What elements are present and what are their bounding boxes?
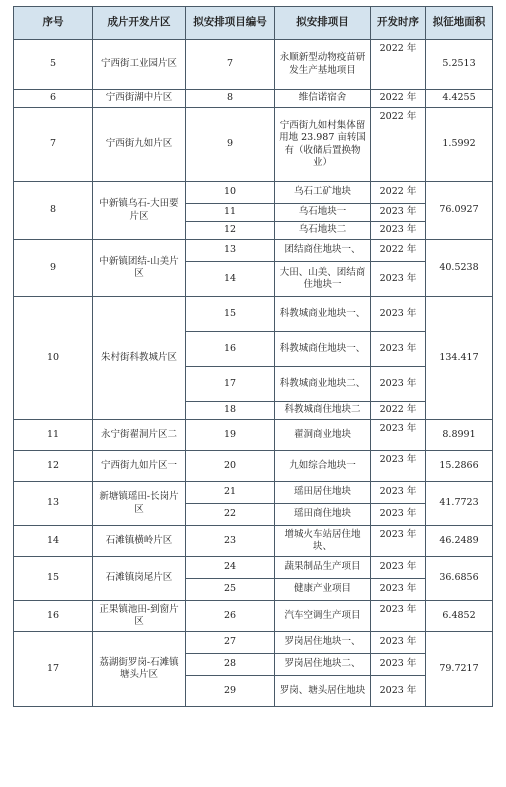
- header-project-no: 拟安排项目编号: [186, 7, 275, 40]
- cell-project: 增城火车站居住地块、: [275, 526, 371, 557]
- cell-project: 汽车空调生产项目: [275, 601, 371, 632]
- cell-area: 41.7723: [426, 482, 493, 526]
- cell-project: 乌石工矿地块: [275, 182, 371, 204]
- header-seq: 序号: [14, 7, 93, 40]
- cell-zone: 宁西街九如片区: [93, 108, 186, 182]
- cell-seq: 17: [14, 632, 93, 707]
- cell-project: 科教城商住地块二: [275, 402, 371, 420]
- table-row: [14, 557, 493, 579]
- cell-seq: 5: [14, 40, 93, 90]
- cell-year: 2023 年: [371, 222, 426, 240]
- cell-project-no: 14: [186, 262, 275, 297]
- cell-project: 宁西街九如村集体留用地 23.987 亩转国有（收储后置换物业）: [275, 108, 371, 182]
- header-time: 开发时序: [371, 7, 426, 40]
- cell-project-no: 25: [186, 579, 275, 601]
- cell-zone: 朱村街科教城片区: [93, 297, 186, 420]
- cell-zone: 中新镇乌石-大田要片区: [93, 182, 186, 240]
- cell-project-no: 16: [186, 332, 275, 367]
- cell-seq: 14: [14, 526, 93, 557]
- cell-seq: 11: [14, 420, 93, 451]
- cell-zone: 宁西街九如片区一: [93, 451, 186, 482]
- cell-year: 2023 年: [371, 451, 426, 482]
- cell-area: 6.4852: [426, 601, 493, 632]
- cell-zone: 宁西街工业园片区: [93, 40, 186, 90]
- cell-project: 翟洞商业地块: [275, 420, 371, 451]
- cell-project: 罗岗、塘头居住地块: [275, 676, 371, 707]
- cell-year: 2022 年: [371, 40, 426, 90]
- cell-project-no: 13: [186, 240, 275, 262]
- cell-year: 2022 年: [371, 240, 426, 262]
- cell-year: 2023 年: [371, 526, 426, 557]
- cell-zone: 永宁街翟洞片区二: [93, 420, 186, 451]
- cell-project-no: 12: [186, 222, 275, 240]
- cell-project-no: 27: [186, 632, 275, 654]
- cell-area: 5.2513: [426, 40, 493, 90]
- table-row: [14, 297, 493, 332]
- cell-year: 2023 年: [371, 420, 426, 451]
- cell-year: 2022 年: [371, 402, 426, 420]
- cell-project: 科教城商住地块一、: [275, 332, 371, 367]
- cell-project-no: 10: [186, 182, 275, 204]
- cell-project-no: 8: [186, 90, 275, 108]
- cell-project: 九如综合地块一: [275, 451, 371, 482]
- cell-project: 团结商住地块一、: [275, 240, 371, 262]
- cell-project: 瑶田居住地块: [275, 482, 371, 504]
- cell-seq: 10: [14, 297, 93, 420]
- cell-area: 1.5992: [426, 108, 493, 182]
- cell-area: 15.2866: [426, 451, 493, 482]
- cell-project-no: 22: [186, 504, 275, 526]
- cell-year: 2022 年: [371, 182, 426, 204]
- cell-year: 2023 年: [371, 601, 426, 632]
- cell-zone: 正果镇池田-到窗片区: [93, 601, 186, 632]
- cell-zone: 中新镇团结-山美片区: [93, 240, 186, 297]
- cell-year: 2023 年: [371, 262, 426, 297]
- cell-project: 科教城商业地块二、: [275, 367, 371, 402]
- cell-project: 永顺新型动物疫苗研发生产基地项目: [275, 40, 371, 90]
- table-row: [14, 90, 493, 108]
- cell-project: 罗岗居住地块二、: [275, 654, 371, 676]
- cell-project-no: 7: [186, 40, 275, 90]
- cell-seq: 12: [14, 451, 93, 482]
- land-acquisition-table: [13, 6, 493, 707]
- cell-seq: 8: [14, 182, 93, 240]
- header-project: 拟安排项目: [275, 7, 371, 40]
- cell-project-no: 26: [186, 601, 275, 632]
- cell-project: 乌石地块二: [275, 222, 371, 240]
- cell-project-no: 15: [186, 297, 275, 332]
- cell-year: 2023 年: [371, 579, 426, 601]
- cell-year: 2023 年: [371, 482, 426, 504]
- cell-project-no: 17: [186, 367, 275, 402]
- table-row: [14, 451, 493, 482]
- cell-year: 2022 年: [371, 90, 426, 108]
- header-area: 拟征地面积: [426, 7, 493, 40]
- header-zone: 成片开发片区: [93, 7, 186, 40]
- cell-project-no: 18: [186, 402, 275, 420]
- cell-project: 大田、山美、团结商住地块一: [275, 262, 371, 297]
- cell-year: 2023 年: [371, 632, 426, 654]
- cell-year: 2023 年: [371, 654, 426, 676]
- cell-seq: 7: [14, 108, 93, 182]
- header-row: [14, 7, 493, 40]
- cell-project-no: 20: [186, 451, 275, 482]
- cell-project-no: 9: [186, 108, 275, 182]
- table-row: [14, 632, 493, 654]
- cell-project: 乌石地块一: [275, 204, 371, 222]
- cell-area: 4.4255: [426, 90, 493, 108]
- cell-seq: 13: [14, 482, 93, 526]
- cell-year: 2023 年: [371, 204, 426, 222]
- cell-year: 2022 年: [371, 108, 426, 182]
- cell-area: 8.8991: [426, 420, 493, 451]
- cell-area: 40.5238: [426, 240, 493, 297]
- table-row: [14, 108, 493, 182]
- cell-project-no: 23: [186, 526, 275, 557]
- cell-project-no: 29: [186, 676, 275, 707]
- cell-year: 2023 年: [371, 332, 426, 367]
- cell-zone: 新塘镇瑶田-长岗片区: [93, 482, 186, 526]
- cell-seq: 6: [14, 90, 93, 108]
- table-row: [14, 240, 493, 262]
- table-row: [14, 420, 493, 451]
- cell-project: 罗岗居住地块一、: [275, 632, 371, 654]
- table-row: [14, 40, 493, 90]
- cell-project-no: 11: [186, 204, 275, 222]
- cell-project-no: 24: [186, 557, 275, 579]
- cell-year: 2023 年: [371, 367, 426, 402]
- cell-year: 2023 年: [371, 504, 426, 526]
- cell-project: 科教城商业地块一、: [275, 297, 371, 332]
- cell-year: 2023 年: [371, 676, 426, 707]
- cell-zone: 石滩镇横岭片区: [93, 526, 186, 557]
- cell-seq: 9: [14, 240, 93, 297]
- cell-project: 维信诺宿舍: [275, 90, 371, 108]
- cell-area: 134.417: [426, 297, 493, 420]
- cell-project-no: 28: [186, 654, 275, 676]
- cell-project: 健康产业项目: [275, 579, 371, 601]
- cell-year: 2023 年: [371, 297, 426, 332]
- table-row: [14, 526, 493, 557]
- cell-area: 46.2489: [426, 526, 493, 557]
- table-row: [14, 601, 493, 632]
- table-row: [14, 182, 493, 204]
- cell-area: 76.0927: [426, 182, 493, 240]
- cell-project: 蔬果制品生产项目: [275, 557, 371, 579]
- cell-year: 2023 年: [371, 557, 426, 579]
- cell-project: 瑶田商住地块: [275, 504, 371, 526]
- table-row: [14, 482, 493, 504]
- cell-project-no: 19: [186, 420, 275, 451]
- cell-project-no: 21: [186, 482, 275, 504]
- cell-zone: 石滩镇岗尾片区: [93, 557, 186, 601]
- cell-zone: 荔湖街罗岗-石滩镇塘头片区: [93, 632, 186, 707]
- cell-zone: 宁西街湖中片区: [93, 90, 186, 108]
- cell-seq: 15: [14, 557, 93, 601]
- cell-area: 79.7217: [426, 632, 493, 707]
- cell-area: 36.6856: [426, 557, 493, 601]
- cell-seq: 16: [14, 601, 93, 632]
